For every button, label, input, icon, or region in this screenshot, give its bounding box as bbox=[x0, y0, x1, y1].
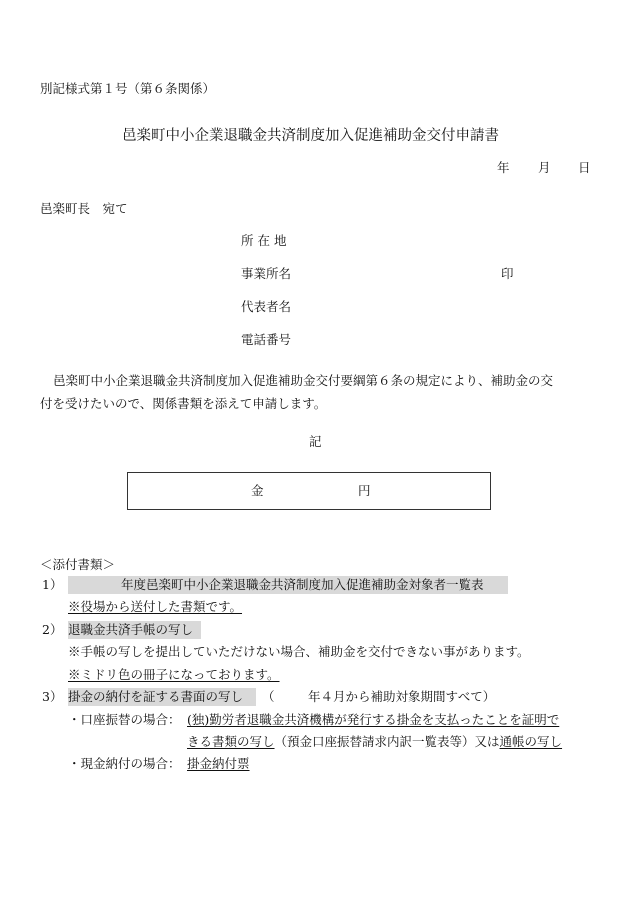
amount-label: 金 bbox=[251, 483, 264, 498]
sub1-copy-docs: きる書類の写し bbox=[187, 734, 275, 749]
item1-number: 1） bbox=[42, 577, 63, 592]
sub2-label: ・現金納付の場合： bbox=[68, 756, 181, 771]
amount-unit: 円 bbox=[358, 483, 371, 498]
body-line-2: 付を受けたいので、関係書類を添えて申請します。 bbox=[40, 396, 327, 411]
sub1-label: ・口座振替の場合： bbox=[68, 712, 181, 727]
item3-number: 3） bbox=[42, 689, 63, 704]
body-line-1: 邑楽町中小企業退職金共済制度加入促進補助金交付要綱第６条の規定により、補助金の交 bbox=[53, 373, 554, 388]
item3-paren-open: （ bbox=[262, 689, 275, 704]
item2-number: 2） bbox=[42, 622, 63, 637]
representative-label: 代表者名 bbox=[241, 299, 292, 314]
address-label: 所 在 地 bbox=[241, 233, 287, 248]
amount-box bbox=[127, 472, 491, 510]
ki-label: 記 bbox=[309, 434, 322, 449]
sub1-passbook: 通帳の写し bbox=[499, 734, 563, 749]
sub1-example: （預金口座振替請求内訳一覧表等）又は bbox=[274, 734, 500, 749]
date-month: 月 bbox=[538, 160, 551, 175]
date-day: 日 bbox=[578, 160, 591, 175]
item3-text: 掛金の納付を証する書面の写し bbox=[68, 689, 244, 704]
addressee: 邑楽町長 宛て bbox=[40, 201, 128, 216]
item1-note: ※役場から送付した書類です。 bbox=[68, 599, 243, 614]
phone-label: 電話番号 bbox=[241, 332, 292, 347]
document-title: 邑楽町中小企業退職金共済制度加入促進補助金交付申請書 bbox=[122, 128, 499, 144]
sub2-text: 掛金納付票 bbox=[187, 756, 250, 771]
item3-period: 年４月から補助対象期間すべて） bbox=[308, 689, 496, 704]
item2-note-1: ※手帳の写しを提出していただけない場合、補助金を交付できない事があります。 bbox=[68, 644, 530, 659]
item1-text: 年度邑楽町中小企業退職金共済制度加入促進補助金対象者一覧表 bbox=[121, 577, 484, 592]
attachments-heading: ＜添付書類＞ bbox=[40, 557, 116, 572]
seal-mark: 印 bbox=[501, 266, 514, 281]
office-name-label: 事業所名 bbox=[241, 266, 292, 281]
sub1-line-2 bbox=[187, 736, 562, 749]
item2-text: 退職金共済手帳の写し bbox=[68, 622, 194, 637]
sub1-line-1: (独)勤労者退職金共済機構が発行する掛金を支払ったことを証明で bbox=[187, 712, 560, 727]
form-number: 別記様式第１号（第６条関係） bbox=[40, 81, 216, 96]
date-year: 年 bbox=[497, 160, 510, 175]
item2-note-2: ※ミドリ色の冊子になっております。 bbox=[68, 667, 280, 682]
